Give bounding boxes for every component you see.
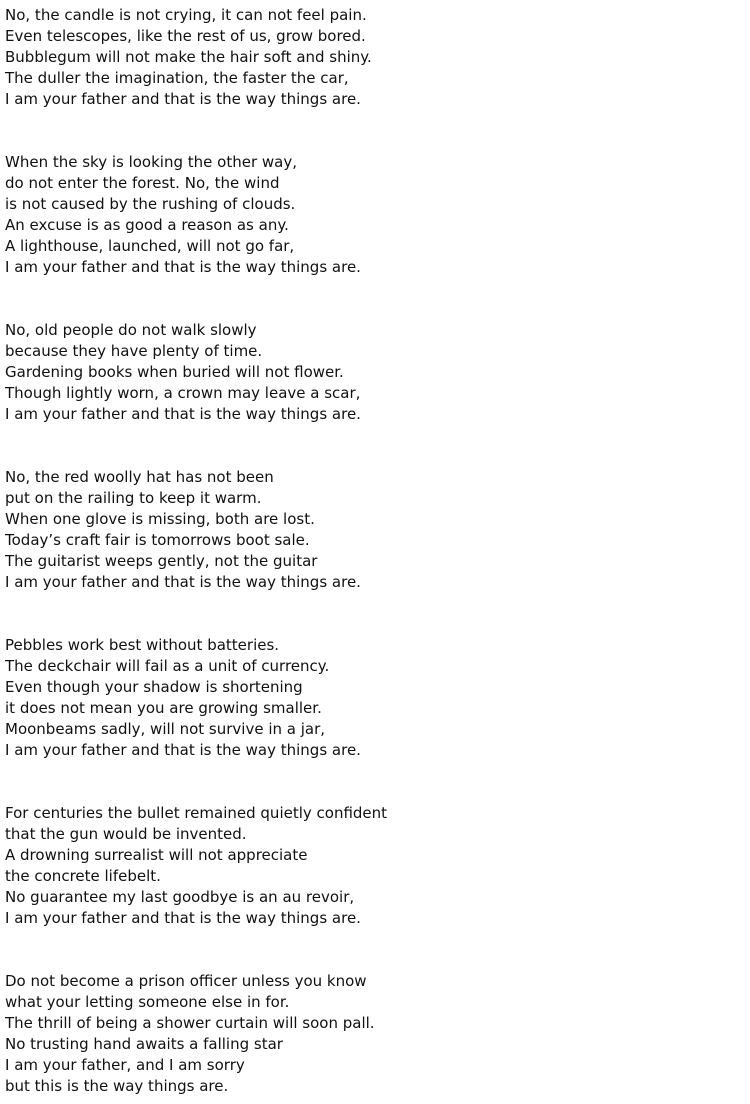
poem-line: No, old people do not walk slowly: [5, 321, 257, 339]
poem-line: The deckchair will fail as a unit of currency.: [5, 657, 330, 675]
stanza-1: [5, 5, 745, 110]
poem-line: the concrete lifebelt.: [5, 867, 161, 885]
poem-line: I am your father and that is the way things are.: [5, 405, 361, 423]
poem-line: Gardening books when buried will not flower.: [5, 363, 344, 381]
poem-line: I am your father, and I am sorry: [5, 1056, 245, 1074]
stanza-2: [5, 152, 745, 278]
stanza-6: [5, 803, 745, 929]
poem-line: No, the red woolly hat has not been: [5, 468, 274, 486]
poem-line: Today’s craft fair is tomorrows boot sale.: [5, 531, 310, 549]
poem-line: that the gun would be invented.: [5, 825, 247, 843]
poem-line: I am your father and that is the way things are.: [5, 573, 361, 591]
poem-line: I am your father and that is the way things are.: [5, 258, 361, 276]
poem-line: because they have plenty of time.: [5, 342, 263, 360]
poem-line: I am your father and that is the way things are.: [5, 909, 361, 927]
stanza-4: [5, 467, 745, 593]
stanza-3: [5, 320, 745, 425]
poem-line: No guarantee my last goodbye is an au revoir,: [5, 888, 355, 906]
poem-line: No, the candle is not crying, it can not feel pain.: [5, 6, 367, 24]
poem-line: do not enter the forest. No, the wind: [5, 174, 280, 192]
poem-line: The thrill of being a shower curtain will soon pall.: [5, 1014, 375, 1032]
poem-line: it does not mean you are growing smaller.: [5, 699, 322, 717]
poem-line: Moonbeams sadly, will not survive in a jar,: [5, 720, 326, 738]
stanza-7: [5, 971, 745, 1097]
poem-line: Though lightly worn, a crown may leave a scar,: [5, 384, 361, 402]
poem-line: A lighthouse, launched, will not go far,: [5, 237, 295, 255]
poem-line: Do not become a prison officer unless you know: [5, 972, 367, 990]
poem-line: Pebbles work best without batteries.: [5, 636, 280, 654]
poem-line: is not caused by the rushing of clouds.: [5, 195, 296, 213]
poem-line: No trusting hand awaits a falling star: [5, 1035, 283, 1053]
poem-line: The duller the imagination, the faster the car,: [5, 69, 349, 87]
poem-line: I am your father and that is the way things are.: [5, 741, 361, 759]
poem-line: A drowning surrealist will not appreciate: [5, 846, 308, 864]
poem-line: but this is the way things are.: [5, 1077, 229, 1095]
poem-line: I am your father and that is the way things are.: [5, 90, 361, 108]
poem-line: Even though your shadow is shortening: [5, 678, 303, 696]
poem-line: Even telescopes, like the rest of us, grow bored.: [5, 27, 366, 45]
poem-line: put on the railing to keep it warm.: [5, 489, 262, 507]
poem-line: what your letting someone else in for.: [5, 993, 290, 1011]
poem-line: The guitarist weeps gently, not the guitar: [5, 552, 318, 570]
poem-line: When one glove is missing, both are lost.: [5, 510, 315, 528]
poem-text: [5, 5, 745, 1097]
stanza-5: [5, 635, 745, 761]
poem-line: Bubblegum will not make the hair soft and shiny.: [5, 48, 372, 66]
poem-line: When the sky is looking the other way,: [5, 153, 297, 171]
poem-line: For centuries the bullet remained quietly confident: [5, 804, 388, 822]
poem-line: An excuse is as good a reason as any.: [5, 216, 289, 234]
